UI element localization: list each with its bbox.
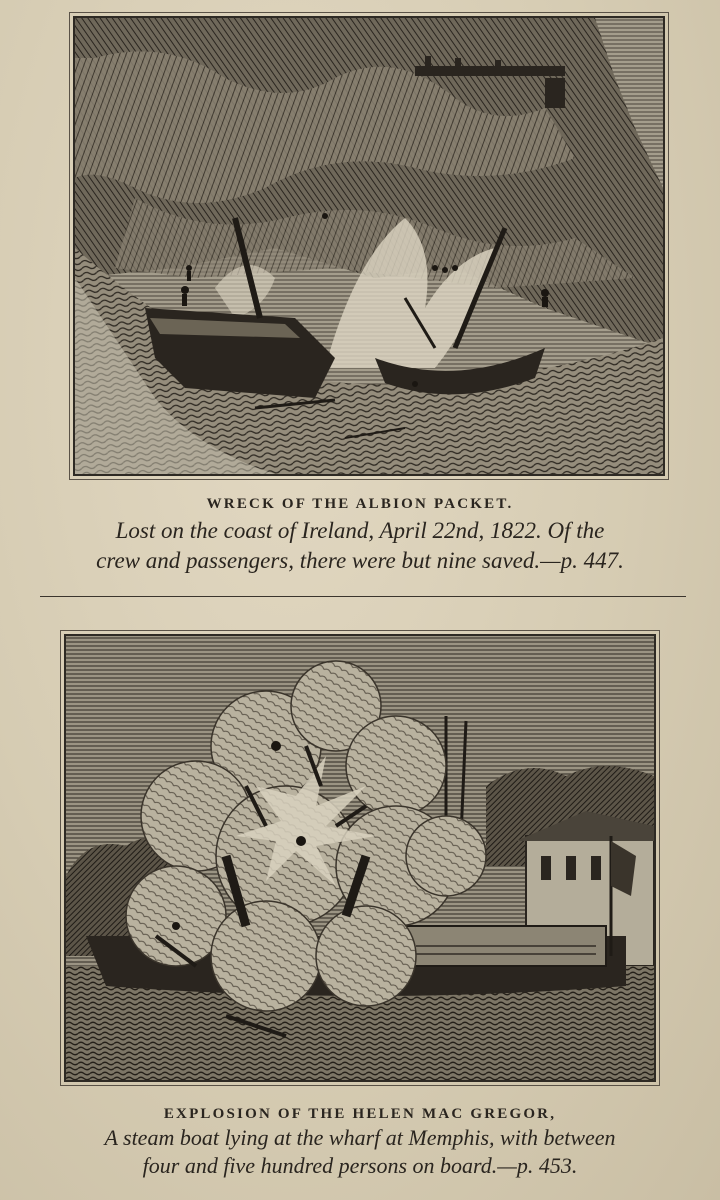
caption-line: crew and passengers, there were but nine saved.—p. 447. bbox=[96, 548, 624, 573]
plate-title-wreck: WRECK OF THE ALBION PACKET. bbox=[206, 496, 514, 512]
plate-title-explosion: EXPLOSION OF THE HELEN MAC GREGOR, bbox=[163, 1106, 557, 1122]
explosion-engraving bbox=[64, 634, 656, 1082]
plate-caption-explosion bbox=[10, 1124, 710, 1180]
caption-line: A steam boat lying at the wharf at Memphis, with between bbox=[104, 1125, 616, 1150]
plate-caption-wreck bbox=[20, 516, 700, 576]
divider-rule bbox=[40, 596, 686, 597]
wreck-engraving bbox=[73, 16, 665, 476]
caption-line: four and five hundred persons on board.—p. 453. bbox=[142, 1153, 578, 1178]
wreck-illustration bbox=[75, 18, 663, 474]
explosion-illustration bbox=[66, 636, 654, 1080]
caption-line: Lost on the coast of Ireland, April 22nd, 1822. Of the bbox=[115, 518, 605, 543]
